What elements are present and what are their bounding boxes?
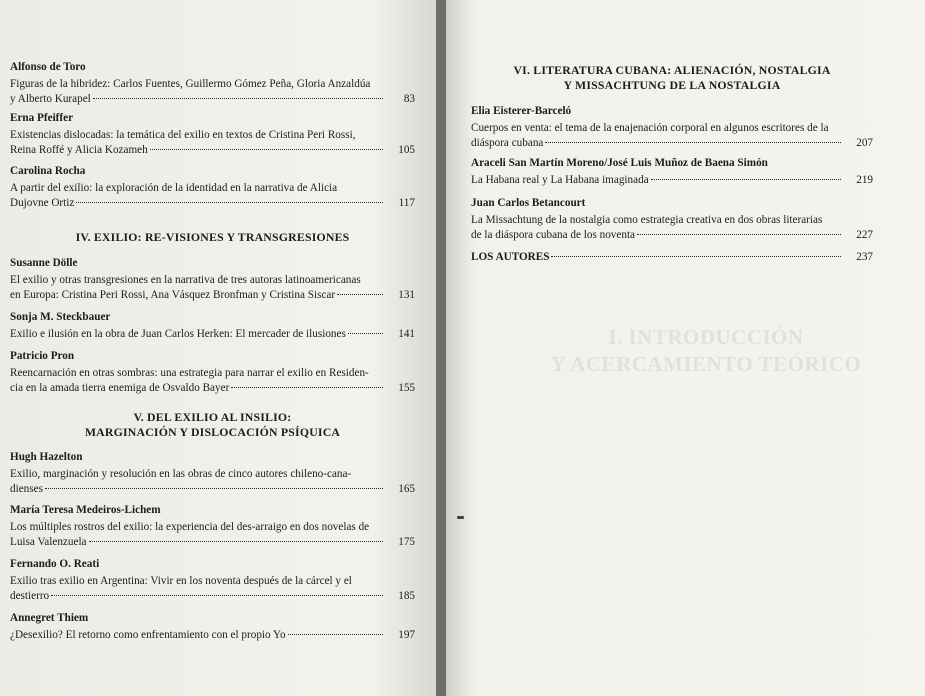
entry-title-line: Exilio tras exilio en Argentina: Vivir en los noventa después de la cárcel y el — [10, 574, 352, 587]
entry-author: Alfonso de Toro — [10, 61, 86, 73]
entry-page-number: 185 — [398, 590, 415, 602]
entry-title-last: Luisa Valenzuela — [10, 536, 87, 548]
leader-dots — [551, 256, 841, 257]
entry-title-last: dienses — [10, 483, 43, 495]
toc-entry — [471, 156, 873, 188]
entry-page-number: 175 — [398, 536, 415, 548]
leader-dots — [150, 149, 383, 150]
section-heading-line: VI. LITERATURA CUBANA: ALIENACIÓN, NOSTALGIA — [513, 63, 831, 77]
entry-author: Araceli San Martín Moreno/José Luis Muñoz de Baena Simón — [471, 157, 768, 169]
entry-page-number: 83 — [403, 93, 415, 105]
entry-author: Carolina Rocha — [10, 165, 86, 177]
entry-page-number: 155 — [398, 382, 415, 394]
entry-title-line: Cuerpos en venta: el tema de la enajenación corporal en algunos escritores de la — [471, 121, 829, 134]
entry-author: Elia Eisterer-Barceló — [471, 105, 572, 117]
entry-title-line: Los múltiples rostros del exilio: la experiencia del des-arraigo en dos novelas de — [10, 520, 370, 533]
entry-author: Hugh Hazelton — [10, 451, 83, 463]
section-heading-v — [10, 410, 415, 440]
show-through-text — [526, 324, 886, 378]
toc-entry — [10, 310, 415, 342]
leader-dots — [93, 98, 383, 99]
section-heading-line: V. DEL EXILIO AL INSILIO: — [133, 410, 292, 424]
entry-title-last: de la diáspora cubana de los noventa — [471, 229, 636, 241]
show-through-line: I. INTRODUCCIÓN — [608, 325, 804, 349]
entry-author: Fernando O. Reati — [10, 558, 100, 570]
entry-title-line: El exilio y otras transgresiones en la narrativa de tres autoras latinoamericanas — [10, 273, 361, 286]
leader-dots — [348, 333, 383, 334]
entry-title-last: Exilio e ilusión en la obra de Juan Carlos Herken: El mercader de ilusiones — [10, 327, 346, 340]
show-through-line: Y ACERCAMIENTO TEÓRICO — [550, 352, 862, 376]
entry-page-number: 131 — [398, 289, 415, 301]
toc-entry — [10, 503, 415, 551]
leader-dots — [76, 202, 383, 203]
section-heading-vi — [471, 63, 873, 93]
entry-title-line: A partir del exilio: la exploración de la identidad en la narrativa de Alicia — [10, 181, 338, 194]
section-heading-line: Y MISSACHTUNG DE LA NOSTALGIA — [563, 78, 781, 92]
entry-page-number: 219 — [856, 173, 873, 186]
entry-title-last: en Europa: Cristina Peri Rossi, Ana Vásquez Bronfman y Cristina Siscar — [10, 289, 336, 301]
right-page — [446, 0, 925, 696]
entry-author: María Teresa Medeiros-Lichem — [10, 504, 161, 516]
leader-dots — [51, 595, 383, 596]
entry-page-number: 117 — [398, 197, 415, 209]
entry-page-number: 237 — [856, 251, 873, 263]
leader-dots — [231, 387, 383, 388]
entry-title-line: Figuras de la hibridez: Carlos Fuentes, Guillermo Gómez Peña, Gloria Anzaldúa — [10, 77, 371, 90]
toc-entry — [10, 60, 415, 108]
toc-entry — [10, 111, 415, 159]
toc-entry — [471, 104, 873, 152]
leader-dots — [637, 234, 841, 235]
entry-author: Susanne Dölle — [10, 257, 78, 269]
entry-page-number: 197 — [398, 628, 415, 641]
leader-dots — [45, 488, 383, 489]
toc-entry — [10, 164, 415, 212]
toc-entry — [471, 196, 873, 244]
entry-author: Sonja M. Steckbauer — [10, 311, 111, 323]
entry-title-last: La Habana real y La Habana imaginada — [471, 173, 649, 186]
entry-author: Annegret Thiem — [10, 612, 89, 624]
toc-entry — [10, 349, 415, 397]
leader-dots — [288, 634, 383, 635]
leader-dots — [651, 179, 841, 180]
book-gutter — [436, 0, 446, 696]
entry-title-last: diáspora cubana — [471, 137, 544, 149]
entry-title-last: LOS AUTORES — [471, 251, 550, 263]
leader-dots — [89, 541, 383, 542]
ink-mark — [457, 516, 464, 519]
entry-title-line: Exilio, marginación y resolución en las obras de cinco autores chileno-cana- — [10, 467, 352, 480]
leader-dots — [337, 294, 383, 295]
entry-page-number: 227 — [856, 229, 873, 241]
entry-author: Erna Pfeiffer — [10, 112, 74, 124]
leader-dots — [545, 142, 841, 143]
toc-entry — [10, 611, 415, 643]
entry-title-last: ¿Desexilio? El retorno como enfrentamiento con el propio Yo — [10, 628, 286, 641]
section-heading-iv: IV. EXILIO: RE-VISIONES Y TRANSGRESIONES — [75, 230, 350, 244]
entry-title-line: La Missachtung de la nostalgia como estrategia creativa en dos obras literarias — [471, 213, 823, 226]
entry-title-last: y Alberto Kurapel — [10, 93, 91, 105]
entry-page-number: 105 — [398, 144, 415, 156]
entry-page-number: 141 — [398, 327, 415, 340]
toc-entry-los-autores — [471, 250, 873, 266]
toc-entry — [10, 256, 415, 304]
entry-author: Juan Carlos Betancourt — [471, 197, 586, 209]
entry-title-last: Dujovne Ortiz — [10, 197, 75, 209]
entry-title-last: destierro — [10, 590, 50, 602]
entry-page-number: 207 — [856, 137, 873, 149]
entry-title-last: Reina Roffé y Alicia Kozameh — [10, 144, 148, 156]
left-page — [0, 0, 436, 696]
toc-entry — [10, 450, 415, 498]
entry-title-line: Existencias dislocadas: la temática del exilio en textos de Cristina Peri Rossi, — [10, 128, 356, 141]
entry-title-last: cia en la amada tierra enemiga de Osvaldo Bayer — [10, 382, 230, 394]
entry-author: Patricio Pron — [10, 350, 75, 362]
toc-entry — [10, 557, 415, 605]
entry-title-line: Reencarnación en otras sombras: una estrategia para narrar el exilio en Residen- — [10, 366, 369, 379]
section-heading-line: MARGINACIÓN Y DISLOCACIÓN PSÍQUICA — [84, 425, 341, 439]
entry-page-number: 165 — [398, 483, 415, 495]
